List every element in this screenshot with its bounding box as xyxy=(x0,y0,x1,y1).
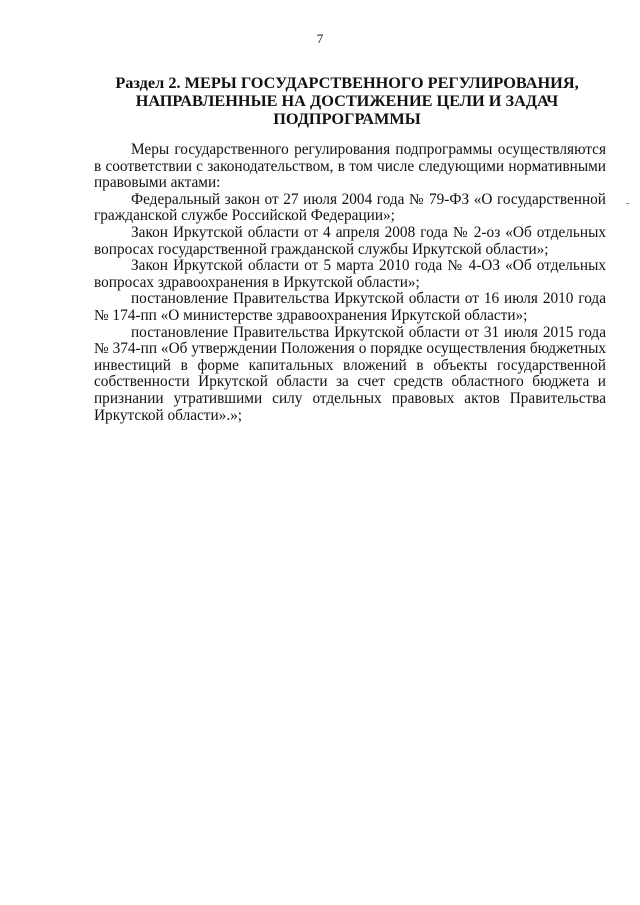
act-regional-law-2oz: Закон Иркутской области от 4 апреля 2008 года № 2-оз «Об отдельных вопросах государственной гражданской службы Иркутской области»; xyxy=(94,223,606,258)
scan-artifact-mark xyxy=(626,203,629,204)
act-federal-law-79: Федеральный закон от 27 июля 2004 года № 79-ФЗ «О государственной гражданской службе Российской Федерации»; xyxy=(94,190,606,225)
section-heading-line-2: НАПРАВЛЕННЫЕ НА ДОСТИЖЕНИЕ ЦЕЛИ И ЗАДАЧ xyxy=(135,91,559,110)
act-regional-law-4oz: Закон Иркутской области от 5 марта 2010 года № 4-ОЗ «Об отдельных вопросах здравоохранения в Иркутской области»; xyxy=(94,257,606,291)
intro-paragraph: Меры государственного регулирования подпрограммы осуществляются в соответствии с законодательством, в том числе следующими нормативными правовыми актами: xyxy=(94,141,606,192)
section-body xyxy=(94,142,606,424)
act-resolution-374pp: постановление Правительства Иркутской области от 31 июля 2015 года № 374-пп «Об утверждении Положения о порядке осуществления бюджетных инвестиций в форме капитальных вложений в объекты государственной собственности Иркутской области за счет средств областного бюджета и признании утратившими силу отдельных правовых актов Правительства Иркутской области».»; xyxy=(94,323,606,424)
section-heading xyxy=(92,74,602,128)
page-number: 7 xyxy=(316,31,324,46)
section-heading-line-3: ПОДПРОГРАММЫ xyxy=(273,109,421,128)
act-resolution-174pp: постановление Правительства Иркутской области от 16 июля 2010 года № 174-пп «О министерстве здравоохранения Иркутской области»; xyxy=(94,290,606,324)
section-heading-line-1: Раздел 2. МЕРЫ ГОСУДАРСТВЕННОГО РЕГУЛИРОВАНИЯ, xyxy=(115,73,579,92)
